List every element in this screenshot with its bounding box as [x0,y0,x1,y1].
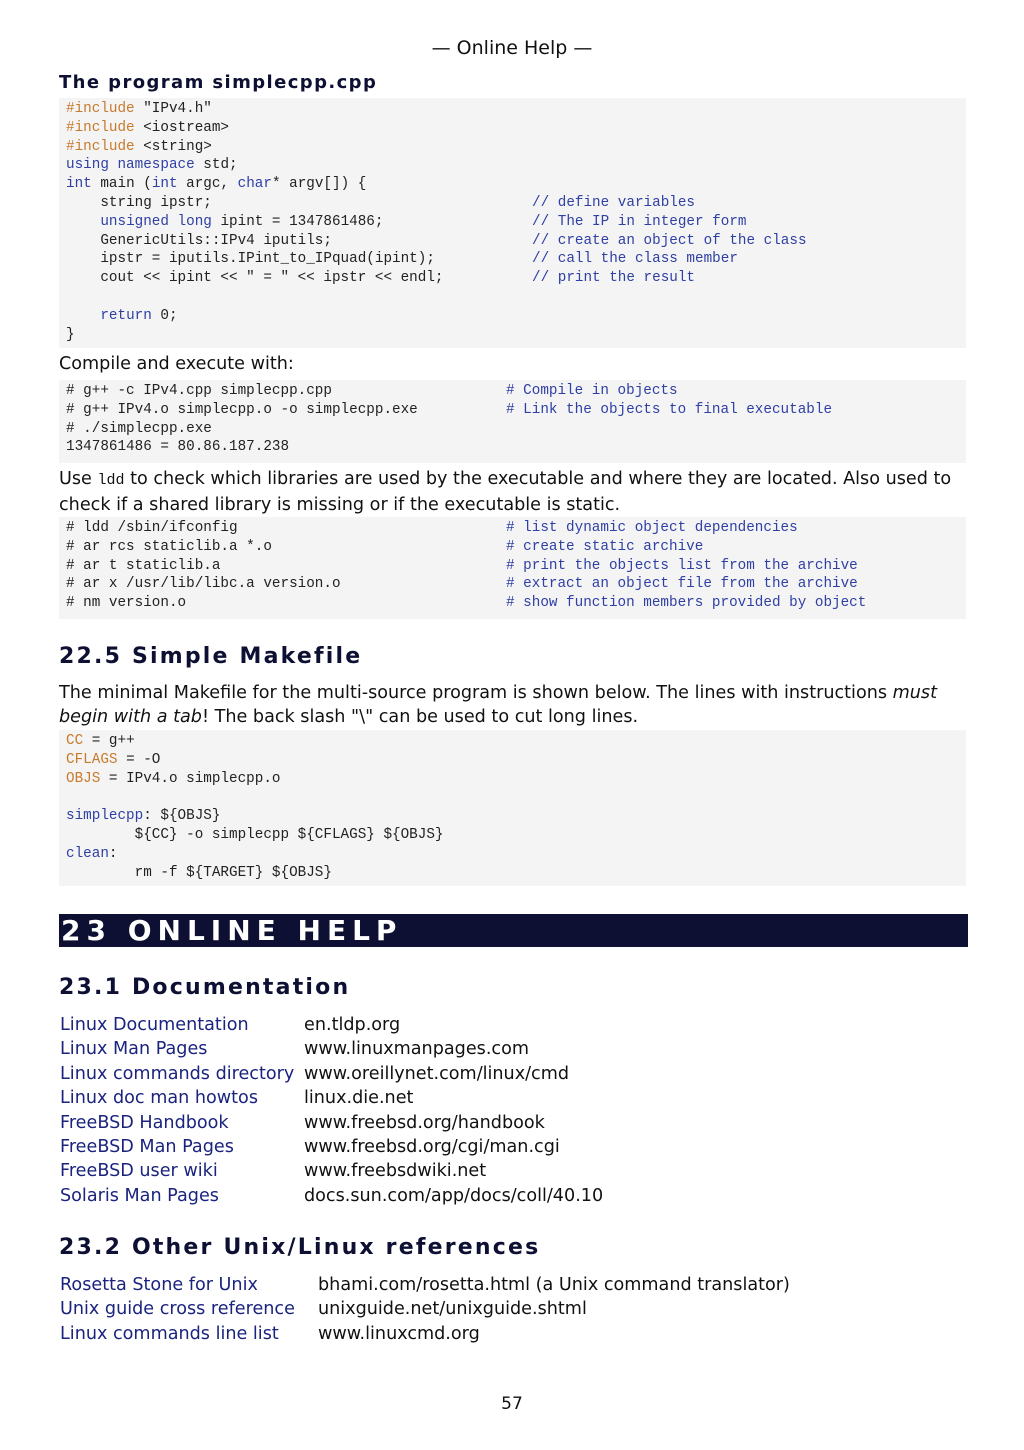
reference-url: www.freebsd.org/cgi/man.cgi [304,1137,560,1158]
reference-name: FreeBSD Handbook [60,1112,229,1133]
code-token: ipstr = iputils.IPint_to_IPquad(ipint); [66,251,435,268]
code-line [66,845,959,864]
code-token: #include [66,101,135,117]
running-header: — Online Help — [431,37,593,59]
ldd-inline-code: ldd [97,472,125,489]
code-line [66,575,959,594]
reference-name: Linux Documentation [60,1015,249,1035]
code-command: # g++ -c IPv4.cpp simplecpp.cpp [66,383,332,399]
code-comment: # print the objects list from the archive [506,557,858,574]
code-token: 0; [151,307,178,324]
code-token: CC [66,733,84,749]
makefile-code-block [59,730,966,886]
code-line [66,250,959,269]
code-token [66,308,100,324]
code-line [66,232,959,251]
reference-url: unixguide.net/unixguide.shtml [318,1299,587,1320]
table-row [58,1037,605,1061]
code-command: # ar t staticlib.a [66,557,221,574]
code-comment: # list dynamic object dependencies [506,520,798,536]
code-comment: // print the result [532,270,696,287]
table-row [58,1297,792,1321]
table-row [58,1013,605,1037]
code-line [66,788,959,807]
reference-name: FreeBSD user wiki [60,1161,218,1182]
code-token: "IPv4.h" [134,101,212,117]
code-line [66,156,959,175]
table-row [58,1273,792,1297]
table-row [58,1184,605,1208]
compile-intro: Compile and execute with: [59,354,294,374]
reference-url: www.linuxmanpages.com [304,1039,529,1060]
reference-url: www.linuxcmd.org [318,1323,480,1344]
code-line [66,519,959,538]
code-comment: // create an object of the class [532,232,807,249]
code-line [66,213,959,232]
section-23-1-heading: 23.1 Documentation [59,975,351,1000]
code-token: } [66,326,75,343]
table-row [58,1159,605,1183]
table-row [58,1111,605,1135]
code-line [66,594,959,613]
compile-code-block [59,380,966,463]
code-token: unsigned long [100,213,212,230]
reference-url: en.tldp.org [304,1015,401,1035]
table-row [58,1062,605,1086]
code-comment: // define variables [532,194,696,211]
section-22-5-heading: 22.5 Simple Makefile [59,644,363,669]
reference-url: www.freebsd.org/handbook [304,1112,545,1133]
makefile-para-emphasis: must begin with a tab [59,683,937,727]
table-row [58,1322,792,1346]
code-command: # ldd /sbin/ifconfig [66,520,238,536]
code-line [66,119,959,138]
code-token: ipint = 1347861486; [211,213,384,230]
code-line [66,420,959,439]
ldd-paragraph [59,467,966,517]
reference-name: Linux commands directory [60,1063,295,1084]
reference-url: bhami.com/rosetta.html (a Unix command translator) [318,1275,790,1295]
code-line [66,557,959,576]
code-line [66,826,959,845]
reference-url: www.oreillynet.com/linux/cmd [304,1063,570,1084]
code-token: = -O [117,751,161,768]
reference-name: FreeBSD Man Pages [60,1137,234,1158]
code-line [66,175,959,194]
reference-name: Linux doc man howtos [60,1088,258,1109]
code-line [66,538,959,557]
code-comment: # create static archive [506,538,704,555]
code-token: main ( [91,176,152,193]
reference-name: Linux commands line list [60,1323,279,1344]
chapter-23-heading: 23 ONLINE HELP [59,914,968,947]
code-token: ${CC} -o simplecpp ${CFLAGS} ${OBJS} [66,826,444,843]
code-line [66,770,959,789]
code-line [66,807,959,826]
table-row [58,1135,605,1159]
reference-name: Unix guide cross reference [60,1299,295,1320]
code-comment: # show function members provided by object [506,595,867,612]
code-token: = IPv4.o simplecpp.o [100,770,281,787]
code-token: argc, [177,176,238,193]
documentation-links-table [59,1013,966,1208]
ldd-para-before: Use [59,469,98,489]
code-line [66,401,959,420]
code-token [66,214,100,230]
code-command: # ./simplecpp.exe [66,420,212,437]
reference-url: linux.die.net [304,1088,414,1109]
code-comment: // call the class member [532,251,738,268]
program-code-block [59,98,966,348]
code-token: int [66,176,92,193]
code-token: std; [194,157,238,174]
makefile-para-part1: The minimal Makefile for the multi-source program is shown below. The lines with instructions [59,683,893,703]
reference-name: Linux Man Pages [60,1039,208,1060]
code-line [66,269,959,288]
code-line [66,438,959,457]
code-line [66,732,959,751]
code-token: rm -f ${TARGET} ${OBJS} [66,864,332,881]
code-token: OBJS [66,770,101,787]
code-command: # ar rcs staticlib.a *.o [66,538,272,555]
code-token: cout << ipint << " = " << ipstr << endl; [66,270,444,287]
table-row [58,1086,605,1110]
code-comment: # extract an object file from the archive [506,576,858,593]
code-line [66,307,959,326]
code-token: = g++ [83,733,135,749]
code-line [66,288,959,307]
program-title: The program simplecpp.cpp [59,72,378,93]
code-token: using namespace [66,157,195,174]
code-token: #include [66,138,135,155]
code-token: : [108,845,118,862]
code-token: : ${OBJS} [143,808,221,825]
code-token: <string> [134,138,212,155]
code-comment: // The IP in integer form [532,213,747,230]
code-line [66,100,959,119]
code-line [66,194,959,213]
reference-url: www.freebsdwiki.net [304,1161,487,1182]
ldd-code-block [59,517,966,619]
code-command: # nm version.o [66,595,187,612]
code-line [66,138,959,157]
makefile-para-part2: ! The back slash "\" can be used to cut long lines. [201,707,639,727]
reference-url: docs.sun.com/app/docs/coll/40.10 [304,1185,604,1206]
code-token: return [100,307,152,324]
ldd-para-after: to check which libraries are used by the executable and where they are located. Also used to check if a shared library is missing or if the executable is static. [59,469,952,515]
code-command: # g++ IPv4.o simplecpp.o -o simplecpp.exe [66,401,418,418]
code-command: # ar x /usr/lib/libc.a version.o [66,576,341,593]
code-comment: # Link the objects to final executable [506,401,833,418]
makefile-paragraph [59,681,966,729]
code-token: int [151,176,178,193]
reference-name: Rosetta Stone for Unix [60,1275,258,1295]
code-line [66,326,959,345]
code-token: <iostream> [134,119,230,136]
code-token: CFLAGS [66,751,118,768]
code-token: clean [66,845,109,862]
reference-name: Solaris Man Pages [60,1185,219,1206]
code-comment: # Compile in objects [506,383,678,399]
code-token: string ipstr; [66,194,212,211]
references-links-table [59,1273,966,1346]
code-token: #include [66,119,135,136]
section-23-2-heading: 23.2 Other Unix/Linux references [59,1235,541,1260]
page-number: 57 [501,1394,523,1414]
code-line [66,864,959,883]
code-token: simplecpp [66,808,144,825]
code-token: GenericUtils::IPv4 iputils; [66,232,332,249]
code-token: * argv[]) { [271,176,367,193]
code-token: char [237,176,272,193]
code-line [66,382,959,401]
code-line [66,751,959,770]
code-command: 1347861486 = 80.86.187.238 [66,439,290,456]
